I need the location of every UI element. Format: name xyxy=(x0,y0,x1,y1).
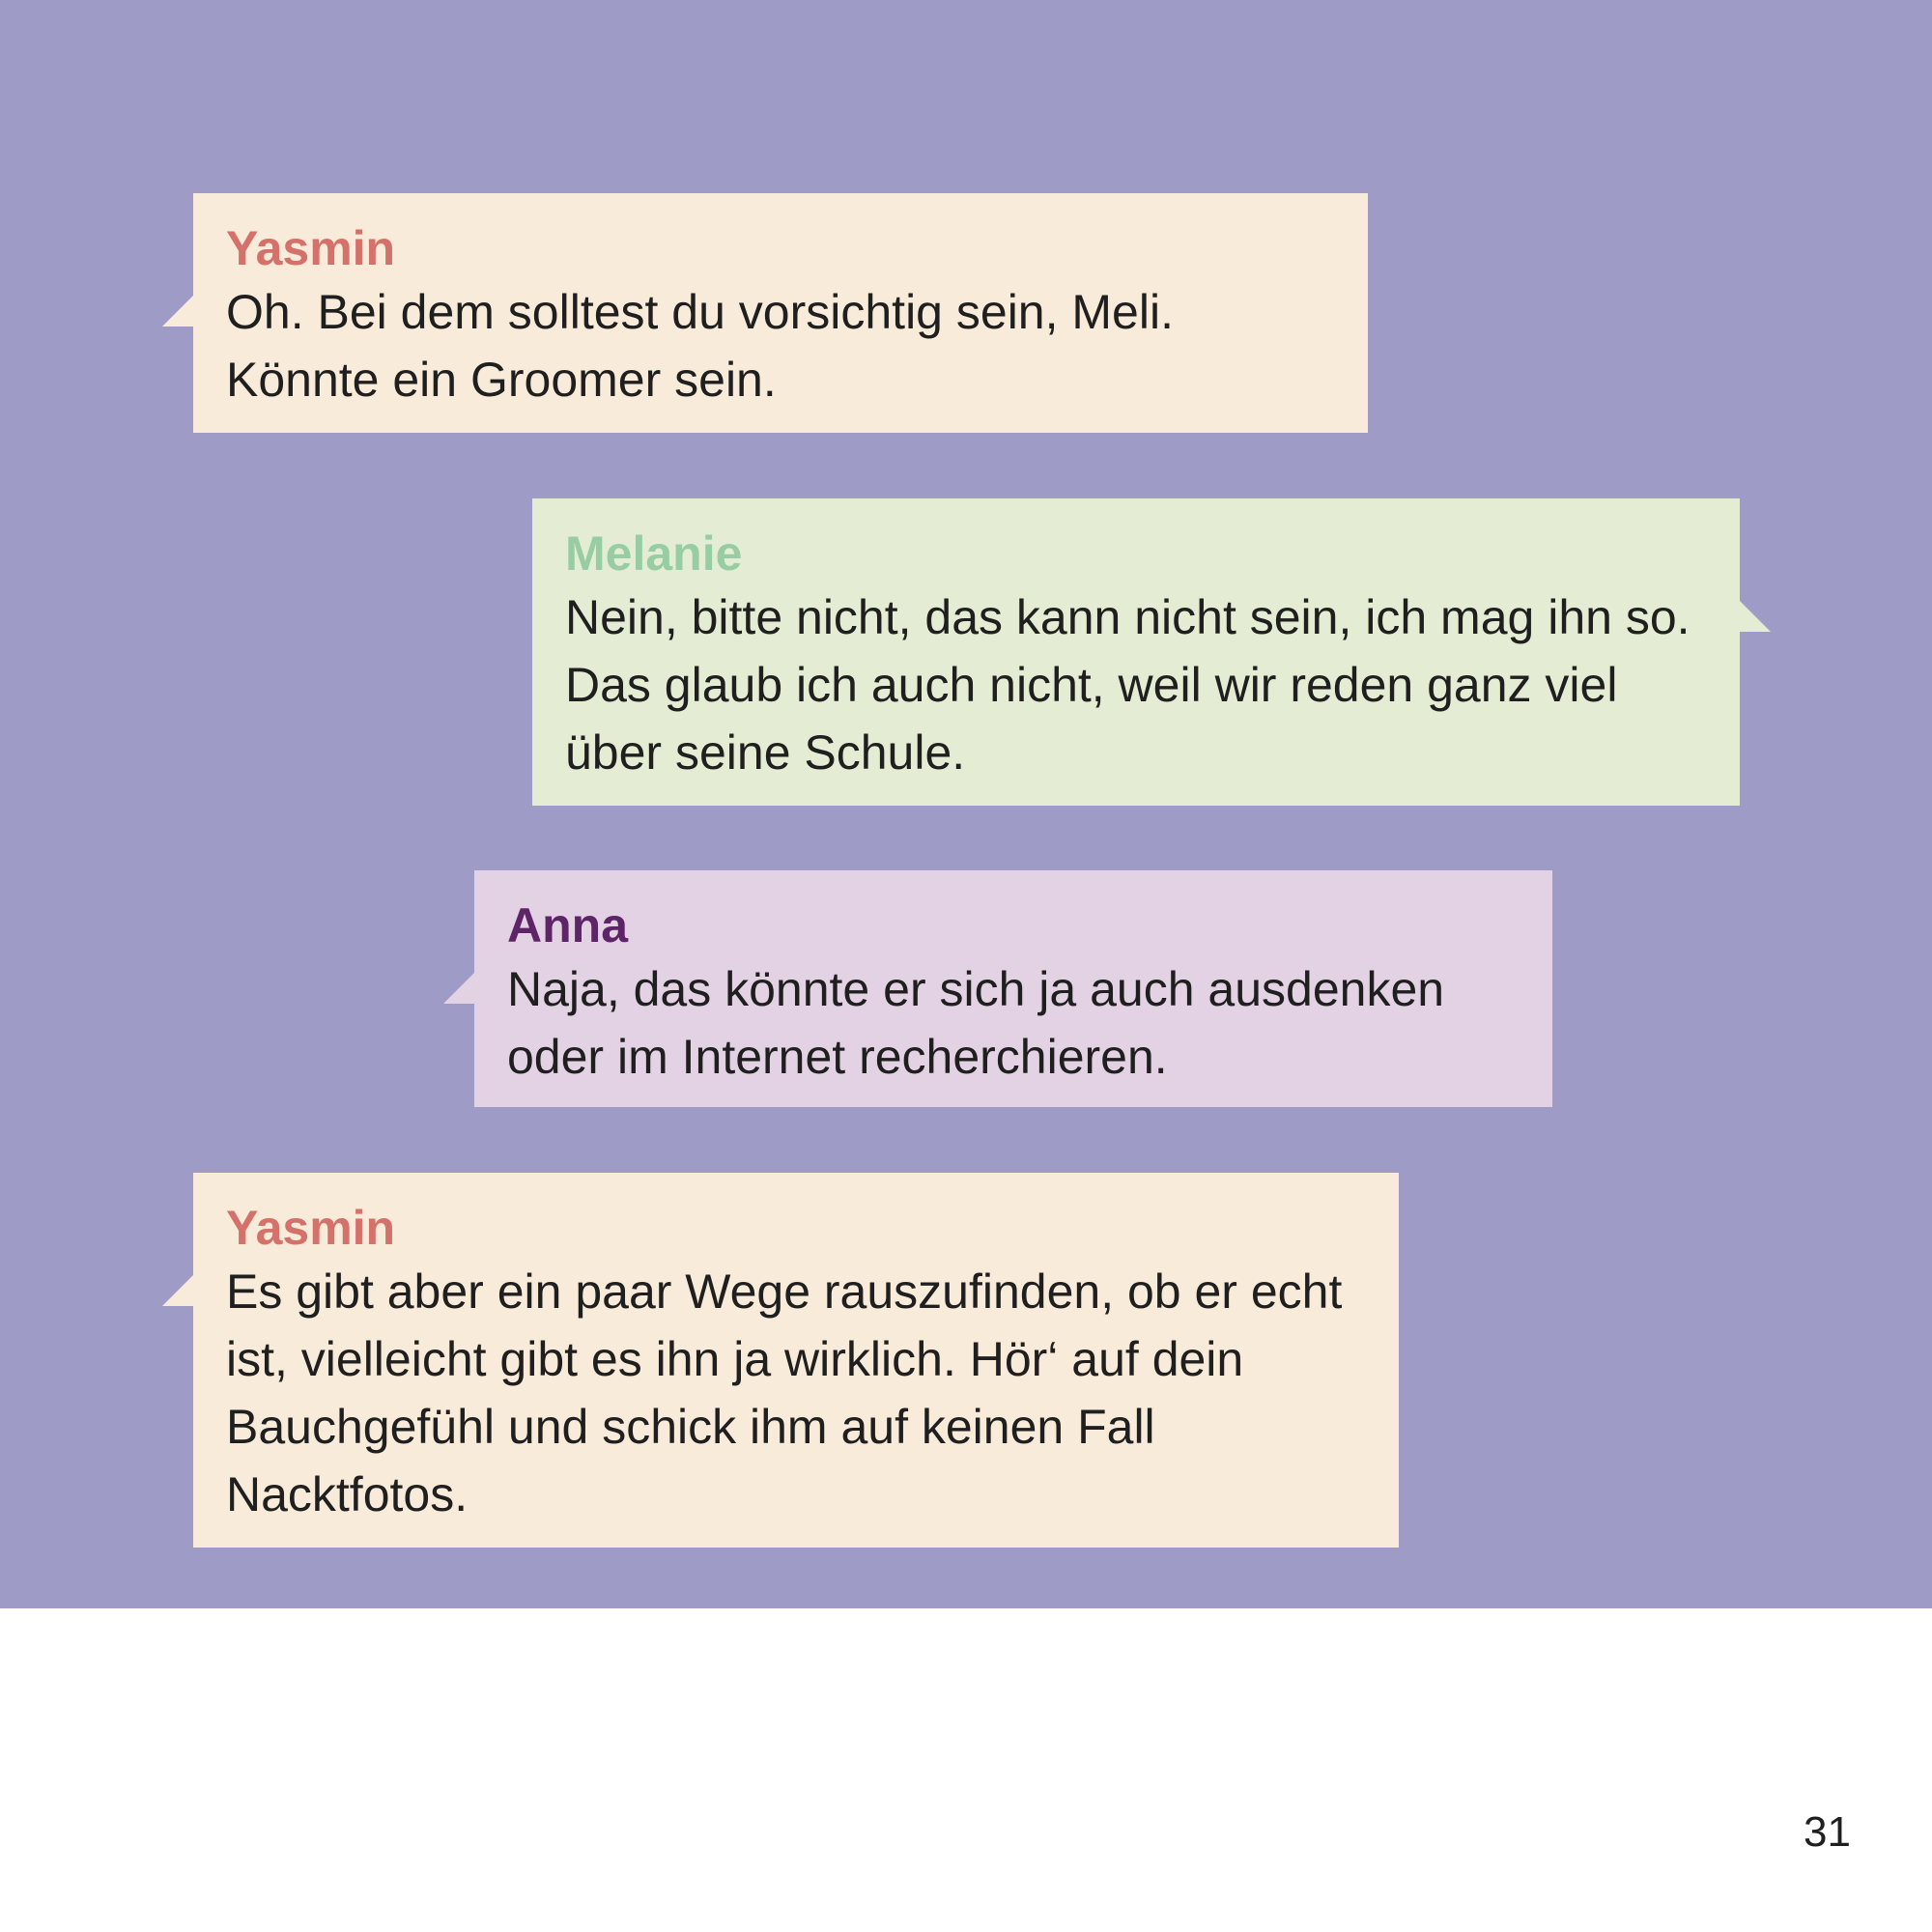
message-bubble-anna xyxy=(474,870,1552,1107)
message-text: Oh. Bei dem solltest du vorsichtig sein, Meli. Könnte ein Groomer sein. xyxy=(226,285,1174,407)
speaker-name: Anna xyxy=(507,898,628,952)
bubble-tail xyxy=(1740,601,1771,632)
speaker-name: Yasmin xyxy=(226,1201,396,1255)
message-text: Es gibt aber ein paar Wege rauszufinden, ob er echt ist, vielleicht gibt es ihn ja wirklich. Hör‘ auf dein Bauchgefühl und schick ihm auf keinen Fall Nacktfotos. xyxy=(226,1264,1343,1521)
bubble-tail xyxy=(443,973,474,1004)
page-number: 31 xyxy=(1804,1808,1851,1856)
speaker-name: Melanie xyxy=(565,526,743,581)
message-text: Naja, das könnte er sich ja auch ausdenken oder im Internet recherchieren. xyxy=(507,962,1445,1084)
bubble-tail xyxy=(162,1275,193,1306)
message-bubble-yasmin xyxy=(193,1173,1399,1548)
message-bubble-yasmin xyxy=(193,193,1368,433)
message-text: Nein, bitte nicht, das kann nicht sein, ich mag ihn so. Das glaub ich auch nicht, weil wir reden ganz viel über seine Schule. xyxy=(565,590,1690,780)
message-bubble-melanie xyxy=(532,498,1740,806)
speaker-name: Yasmin xyxy=(226,221,396,275)
bubble-tail xyxy=(162,296,193,327)
